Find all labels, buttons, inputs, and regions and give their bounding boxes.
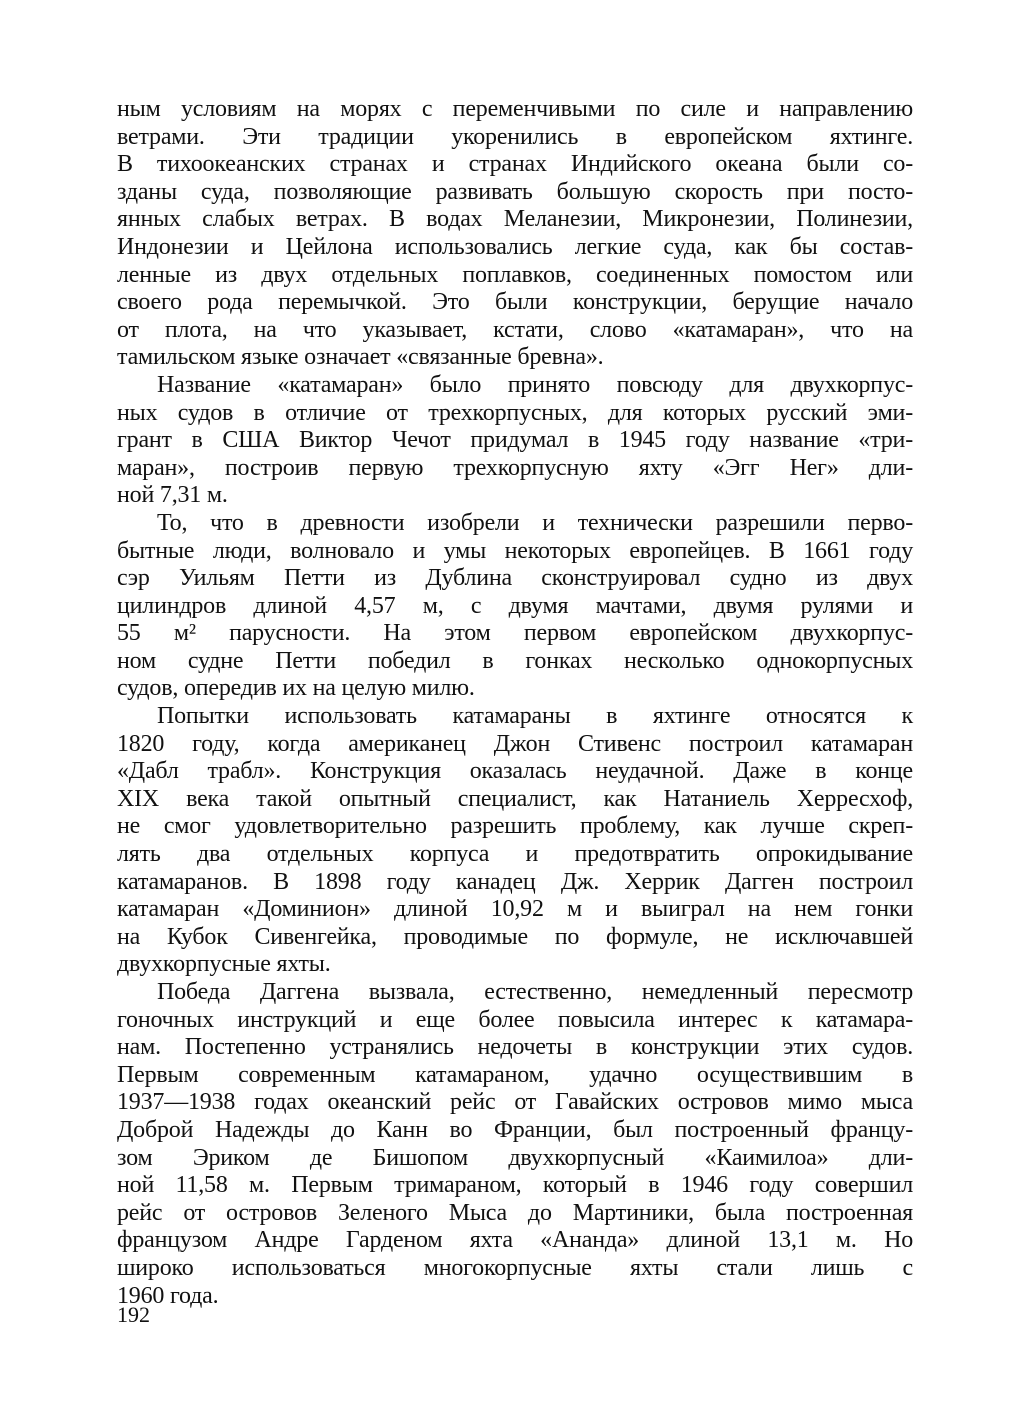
page-number: 192 [117, 1302, 150, 1327]
paragraph-4 [117, 703, 913, 979]
text-line: французом Андре Гарденом яхта «Ананда» длиной 13,1 м. Но [117, 1227, 913, 1254]
text-line: катамаранов. В 1898 году канадец Дж. Херрик Дагген построил [117, 868, 913, 895]
text-line: грант в США Виктор Чечот придумал в 1945 году название «три- [117, 427, 913, 454]
text-line: широко использоваться многокорпусные яхты стали лишь с [117, 1254, 913, 1281]
text-line: 1960 года. [117, 1282, 219, 1309]
text-line: 1820 году, когда американец Джон Стивенс построил катамаран [117, 730, 913, 757]
text-line: от плота, на что указывает, кстати, слово «катамаран», что на [117, 316, 913, 343]
text-line: ном судне Петти победил в гонках несколько однокорпусных [117, 647, 913, 674]
text-line: 55 м² парусности. На этом первом европейском двухкорпус- [117, 620, 913, 647]
text-line: ветрами. Эти традиции укоренились в европейском яхтинге. [117, 123, 913, 150]
text-line: Индонезии и Цейлона использовались легкие суда, как бы состав- [117, 233, 913, 260]
text-line: То, что в древности изобрели и технически разрешили перво- [157, 509, 913, 536]
text-line: ной 7,31 м. [117, 482, 228, 509]
text-line: сэр Уильям Петти из Дублина сконструировал судно из двух [117, 565, 913, 592]
paragraph-1 [117, 96, 913, 372]
text-line: тамильском языке означает «связанные бревна». [117, 344, 604, 371]
text-line: не смог удовлетворительно разрешить проблему, как лучше скреп- [117, 813, 913, 840]
text-line: Доброй Надежды до Канн во Франции, был построенный францу- [117, 1116, 913, 1143]
text-line: Название «катамаран» было принято повсюду для двухкорпус- [157, 371, 913, 398]
paragraph-2 [117, 372, 913, 510]
text-line: XIX века такой опытный специалист, как Натаниель Херресхоф, [117, 785, 913, 812]
text-line: ным условиям на морях с переменчивыми по силе и направлению [117, 96, 913, 122]
text-line: 1937—1938 годах океанский рейс от Гавайских островов мимо мыса [117, 1089, 913, 1116]
text-line: катамаран «Доминион» длиной 10,92 м и выиграл на нем гонки [117, 896, 913, 923]
text-line: двухкорпусные яхты. [117, 951, 331, 978]
text-line: бытные люди, волновало и умы некоторых европейцев. В 1661 году [117, 537, 913, 564]
text-line: рейс от островов Зеленого Мыса до Мартиники, была построенная [117, 1199, 913, 1226]
text-line: лять два отдельных корпуса и предотвратить опрокидывание [117, 841, 913, 868]
text-line: зом Эриком де Бишопом двухкорпусный «Каимилоа» дли- [117, 1144, 913, 1171]
text-line: цилиндров длиной 4,57 м, с двумя мачтами, двумя рулями и [117, 592, 913, 619]
text-line: маран», построив первую трехкорпусную яхту «Эгг Нег» дли- [117, 454, 913, 481]
text-line: В тихоокеанских странах и странах Индийского океана были со- [117, 151, 913, 178]
text-line: на Кубок Сивенгейка, проводимые по формуле, не исключавшей [117, 923, 913, 950]
text-line: гоночных инструкций и еще более повысила интерес к катамара- [117, 1006, 913, 1033]
text-line: своего рода перемычкой. Это были конструкции, берущие начало [117, 289, 913, 316]
text-line: ной 11,58 м. Первым тримараном, который в 1946 году совершил [117, 1172, 913, 1199]
text-line: Первым современным катамараном, удачно осуществившим в [117, 1061, 913, 1088]
text-line: Попытки использовать катамараны в яхтинге относятся к [157, 703, 913, 730]
paragraph-5 [117, 979, 913, 1310]
text-line: Победа Даггена вызвала, естественно, немедленный пересмотр [157, 979, 913, 1005]
text-line: нам. Постепенно устранялись недочеты в конструкции этих судов. [117, 1034, 913, 1061]
text-line: янных слабых ветрах. В водах Меланезии, Микронезии, Полинезии, [117, 206, 913, 233]
page-body [117, 96, 913, 1310]
text-line: ленные из двух отдельных поплавков, соединенных помостом или [117, 261, 913, 288]
text-line: ных судов в отличие от трехкорпусных, для которых русский эми- [117, 399, 913, 426]
paragraph-3 [117, 510, 913, 703]
text-line: «Дабл трабл». Конструкция оказалась неудачной. Даже в конце [117, 758, 913, 785]
text-line: судов, опередив их на целую милю. [117, 675, 475, 702]
text-line: зданы суда, позволяющие развивать большую скорость при посто- [117, 178, 913, 205]
